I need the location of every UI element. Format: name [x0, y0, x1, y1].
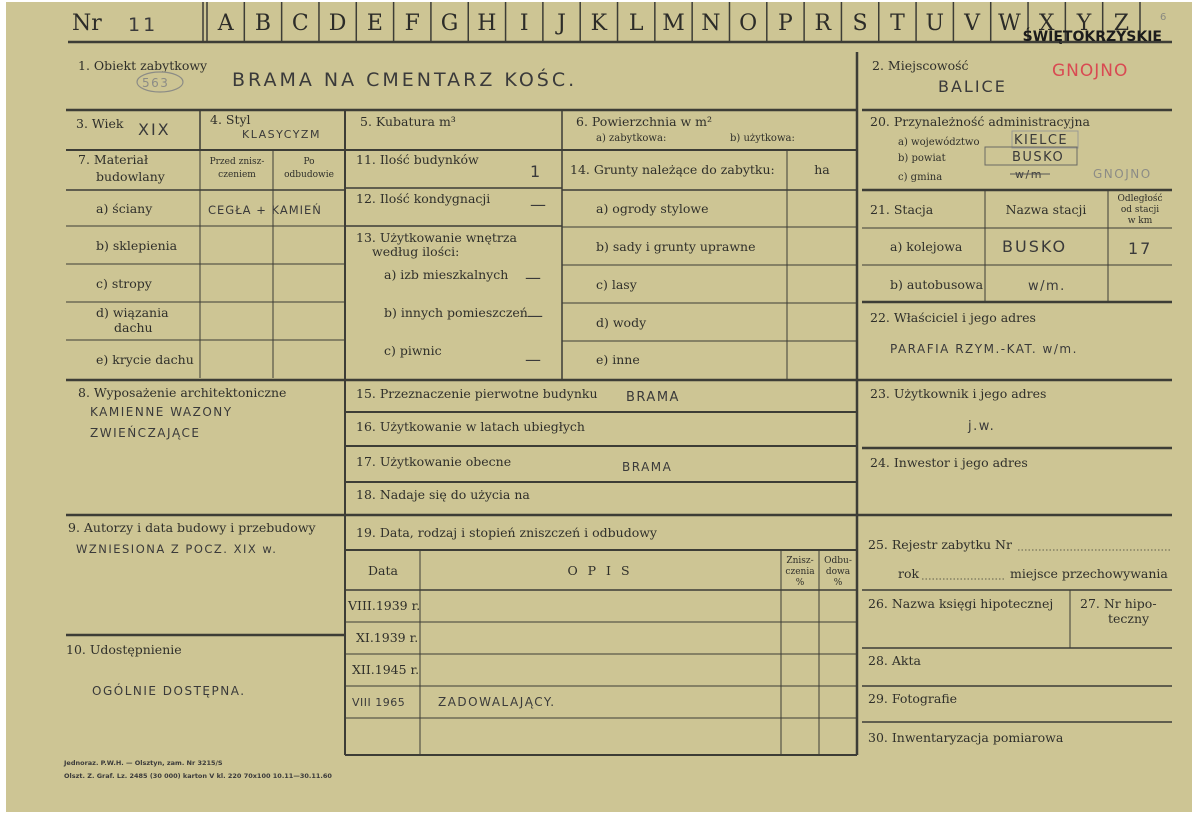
f21-b: b) autobusowa	[890, 277, 984, 292]
f7-label-1: 7. Materiał	[78, 152, 149, 167]
index-letter-f: F	[404, 11, 420, 36]
f20-c: c) gmina	[898, 172, 943, 183]
f19-row-date: XII.1945 r.	[352, 662, 420, 677]
f6-label: 6. Powierzchnia w m²	[576, 114, 713, 129]
f17-value: BRAMA	[622, 460, 673, 474]
f24-label: 24. Inwestor i jego adres	[870, 455, 1028, 470]
f21-col-name: Nazwa stacji	[1005, 202, 1087, 217]
f30-label: 30. Inwentaryzacja pomiarowa	[868, 730, 1064, 745]
f2-red-note: GNOJNO	[1052, 61, 1129, 81]
f4-label: 4. Styl	[210, 112, 251, 127]
f19-col-reb-2: dowa	[825, 567, 851, 577]
f14-b: b) sady i grunty uprawne	[596, 239, 756, 254]
f19-col-date: Data	[368, 563, 398, 578]
f20-b-value: BUSKO	[1012, 150, 1065, 165]
f18-label: 18. Nadaje się do użycia na	[356, 487, 530, 502]
f11-label: 11. Ilość budynków	[356, 152, 479, 167]
f8-value-2: ZWIEŃCZAJĄCE	[90, 426, 201, 440]
f7-b: b) sklepienia	[96, 238, 178, 253]
f27-label-2: teczny	[1108, 611, 1150, 626]
col-before-1: Przed znisz-	[209, 157, 265, 167]
f12-value: —	[530, 195, 548, 214]
f20-a: a) województwo	[898, 137, 980, 148]
f14-e: e) inne	[596, 352, 640, 367]
f21-col-dist-3: w km	[1127, 216, 1153, 226]
f19-row-date: VIII.1939 r.	[348, 598, 421, 613]
f7-d-1: d) wiązania	[96, 305, 169, 320]
index-letter-w: W	[998, 11, 1021, 36]
index-letter-s: S	[852, 11, 868, 36]
f17-label: 17. Użytkowanie obecne	[356, 454, 512, 469]
f3-label: 3. Wiek	[76, 116, 124, 131]
f1-value: BRAMA NA CMENTARZ KOŚC.	[232, 69, 578, 91]
f23-label: 23. Użytkownik i jego adres	[870, 386, 1047, 401]
index-letter-v: V	[964, 11, 981, 36]
index-letter-m: M	[662, 11, 685, 36]
f5-label: 5. Kubatura m³	[360, 114, 456, 129]
f7-a-value: CEGŁA + KAMIEŃ	[208, 203, 322, 217]
region-stamp: ŚWIĘTOKRZYSKIE	[1022, 29, 1162, 45]
f21-b-name: w/m.	[1028, 279, 1066, 294]
nr-value: 11	[128, 14, 159, 36]
f27-label-1: 27. Nr hipo-	[1080, 596, 1157, 611]
index-letter-u: U	[925, 11, 945, 36]
f8-label: 8. Wyposażenie architektoniczne	[78, 385, 287, 400]
f14-a: a) ogrody stylowe	[596, 201, 709, 216]
index-letter-l: L	[628, 11, 644, 36]
col-before-2: czeniem	[218, 170, 256, 180]
f7-e: e) krycie dachu	[96, 352, 194, 367]
f20-label: 20. Przynależność administracyjna	[870, 114, 1090, 129]
nr-label: Nr	[72, 11, 102, 36]
f8-value-1: KAMIENNE WAZONY	[90, 405, 233, 419]
f3-value: XIX	[138, 120, 171, 139]
index-letter-r: R	[814, 11, 832, 36]
f22-label: 22. Właściciel i jego adres	[870, 310, 1036, 325]
f13-a-value: —	[525, 268, 543, 287]
f28-label: 28. Akta	[868, 653, 921, 668]
index-letter-n: N	[701, 11, 721, 36]
f19-col-dmg-2: czenia	[785, 567, 815, 577]
f13-label-1: 13. Użytkowanie wnętrza	[356, 230, 517, 245]
f4-value: KLASYCYZM	[242, 128, 321, 141]
index-letter-z: Z	[1113, 11, 1129, 36]
index-letter-c: C	[291, 11, 309, 36]
f13-label-2: według ilości:	[372, 244, 460, 259]
f6-b: b) użytkowa:	[730, 133, 795, 144]
footer-line-1: Jednoraz. P.W.H. — Olsztyn, zam. Nr 3215/S	[64, 759, 223, 767]
index-letter-y: Y	[1076, 11, 1092, 36]
col-after-1: Po	[303, 157, 315, 167]
f25-label: 25. Rejestr zabytku Nr	[868, 537, 1012, 552]
f9-value: WZNIESIONA Z POCZ. XIX w.	[76, 542, 278, 556]
index-letter-j: J	[557, 11, 566, 36]
index-letter-e: E	[366, 11, 383, 36]
f14-d: d) wody	[596, 315, 647, 330]
footer-line-2: Olszt. Z. Graf. Lz. 2485 (30 000) karton V kl. 220 70x100 10.11—30.11.60	[64, 772, 332, 780]
f19-row-desc: ZADOWALAJĄCY.	[438, 695, 556, 709]
f20-b: b) powiat	[898, 153, 946, 164]
f19-col-dmg-pct: %	[795, 578, 805, 588]
f21-a: a) kolejowa	[890, 239, 963, 254]
f7-a: a) ściany	[96, 201, 153, 216]
f13-c-value: —	[525, 350, 543, 369]
f21-label: 21. Stacja	[870, 202, 934, 217]
f9-label: 9. Autorzy i data budowy i przebudowy	[68, 520, 316, 535]
f19-col-dmg-1: Znisz-	[786, 556, 814, 566]
f15-value: BRAMA	[626, 390, 680, 405]
index-letter-d: D	[328, 11, 347, 36]
f1-number: 563	[142, 76, 170, 90]
f13-c: c) piwnic	[384, 343, 442, 358]
index-letter-k: K	[590, 11, 608, 36]
f14-c: c) lasy	[596, 277, 637, 292]
index-letter-o: O	[739, 11, 758, 36]
f16-label: 16. Użytkowanie w latach ubiegłych	[356, 419, 585, 434]
f23-value: j.w.	[968, 419, 996, 434]
f25-rok: rok	[898, 566, 920, 581]
f22-value: PARAFIA RZYM.-KAT. w/m.	[890, 342, 1078, 356]
f2-value: BALICE	[938, 77, 1007, 96]
f21-a-dist: 17	[1128, 239, 1153, 258]
f20-c-value: w/m	[1015, 168, 1043, 181]
f10-label: 10. Udostępnienie	[66, 642, 182, 657]
f19-label: 19. Data, rodzaj i stopień zniszczeń i odbudowy	[356, 525, 657, 540]
f19-col-reb-1: Odbu-	[824, 556, 852, 566]
f21-col-dist-2: od stacji	[1120, 205, 1160, 215]
f21-a-name: BUSKO	[1002, 237, 1068, 256]
f13-a: a) izb mieszkalnych	[384, 267, 509, 282]
f11-value: 1	[530, 162, 543, 181]
f2-label: 2. Miejscowość	[872, 58, 969, 73]
f1-label: 1. Obiekt zabytkowy	[78, 58, 208, 73]
f6-a: a) zabytkowa:	[596, 133, 667, 144]
f12-label: 12. Ilość kondygnacji	[356, 191, 491, 206]
f20-c-value2: GNOJNO	[1093, 167, 1152, 181]
f19-row-date: VIII 1965	[352, 696, 406, 709]
index-letter-x: X	[1038, 11, 1055, 36]
index-letter-i: I	[519, 11, 529, 36]
col-after-2: odbudowie	[284, 170, 334, 180]
index-letter-p: P	[778, 11, 793, 36]
f21-col-dist-1: Odległość	[1117, 194, 1163, 204]
f7-label-2: budowlany	[96, 169, 165, 184]
f15-label: 15. Przeznaczenie pierwotne budynku	[356, 386, 598, 401]
f14-label: 14. Grunty należące do zabytku:	[570, 162, 775, 177]
index-letter-b: B	[254, 11, 272, 36]
index-letter-a: A	[217, 11, 234, 36]
index-letter-h: H	[477, 11, 497, 36]
f13-b: b) innych pomieszczeń	[384, 305, 528, 320]
index-letter-g: G	[440, 11, 459, 36]
f25-place: miejsce przechowywania	[1010, 566, 1168, 581]
f19-row-date: XI.1939 r.	[356, 630, 419, 645]
f10-value: OGÓLNIE DOSTĘPNA.	[92, 684, 246, 698]
f7-d-2: dachu	[114, 320, 153, 335]
f14-unit: ha	[814, 162, 830, 177]
f29-label: 29. Fotografie	[868, 691, 958, 706]
f13-b-value: —	[527, 306, 545, 325]
index-letter-t: T	[890, 11, 905, 36]
f7-c: c) stropy	[96, 276, 152, 291]
f19-col-desc: O P I S	[567, 563, 633, 578]
corner-number: 6	[1160, 12, 1167, 23]
f19-col-reb-pct: %	[833, 578, 843, 588]
f20-a-value: KIELCE	[1014, 133, 1069, 148]
f26-label: 26. Nazwa księgi hipotecznej	[868, 596, 1054, 611]
